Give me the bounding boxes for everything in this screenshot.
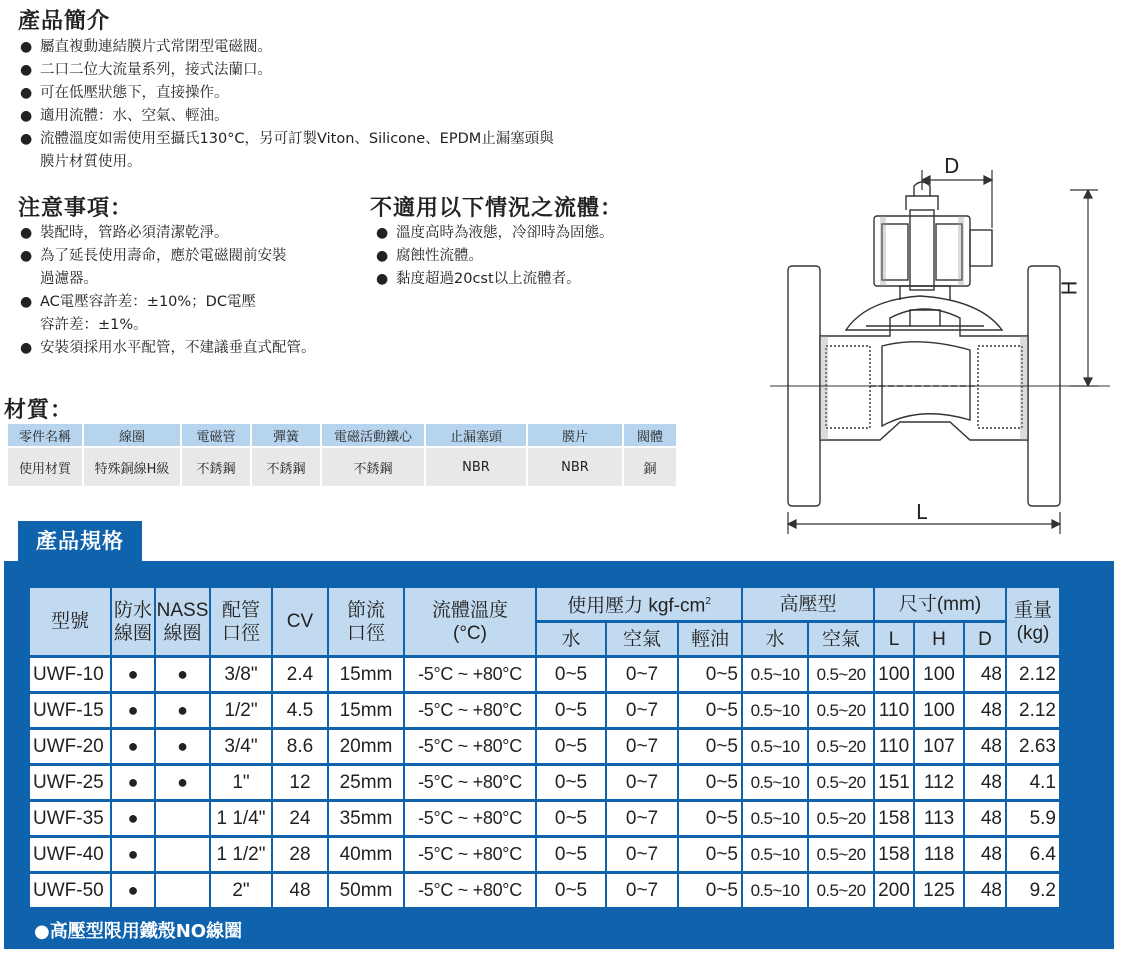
table-cell: 25mm (329, 766, 403, 799)
spec-note: ●高壓型限用鐵殼NO線圈 (34, 921, 243, 942)
dimension-d (922, 170, 992, 228)
table-cell: 2" (211, 874, 271, 907)
table-cell: 24 (273, 802, 327, 835)
intro-title: 產品簡介 (18, 9, 111, 34)
table-cell: -5°C ~ +80°C (405, 766, 535, 799)
table-cell: 48 (965, 658, 1005, 691)
table-header-row (8, 424, 676, 446)
valve-bonnet (846, 286, 1002, 330)
table-cell: -5°C ~ +80°C (405, 694, 535, 727)
table-row (30, 838, 1059, 871)
table-cell: 0~7 (607, 766, 677, 799)
table-cell: 0.5~10 (743, 766, 807, 799)
list-item: ● 二口二位大流量系列，接式法蘭口。 (20, 59, 554, 82)
table-cell: ● (112, 766, 154, 799)
table-cell: 不銹鋼 (182, 446, 250, 486)
table-cell: 0.5~10 (743, 694, 807, 727)
notes-list (20, 222, 316, 360)
table-header: 止漏塞頭 (426, 424, 526, 446)
table-cell: 113 (915, 802, 963, 835)
table-cell: 2.12 (1007, 658, 1059, 691)
table-cell: 15mm (329, 658, 403, 691)
header-text: 防水 (113, 599, 152, 621)
table-cell: 0~7 (607, 694, 677, 727)
header-text: 口徑 (221, 622, 260, 644)
table-cell: ● (112, 874, 154, 907)
notes-title: 注意事項： (18, 196, 134, 221)
table-cell: 151 (875, 766, 913, 799)
table-cell: 0~5 (537, 730, 605, 763)
table-cell: ● (156, 766, 209, 799)
table-cell: 0~5 (679, 694, 741, 727)
table-header: 線圈 (84, 424, 180, 446)
header-weight (1007, 588, 1059, 655)
header-cv: CV (273, 588, 327, 655)
header-model: 型號 (30, 588, 110, 655)
table-cell: 2.12 (1007, 694, 1059, 727)
table-header: 彈簧 (252, 424, 320, 446)
dimension-l-label: L (916, 500, 928, 524)
subheader: 水 (743, 623, 807, 655)
table-cell: 107 (915, 730, 963, 763)
table-cell: 0.5~20 (809, 694, 873, 727)
spec-body (30, 658, 1059, 907)
table-cell: 0.5~10 (743, 838, 807, 871)
list-item: ● 黏度超過20cst以上流體者。 (376, 268, 614, 291)
table-cell: 0.5~20 (809, 730, 873, 763)
header-pressure (537, 588, 741, 620)
table-cell: 0~5 (679, 730, 741, 763)
table-cell: ● (112, 658, 154, 691)
table-cell: 3/8" (211, 658, 271, 691)
table-cell: 8.6 (273, 730, 327, 763)
header-fluid-temp (405, 588, 535, 655)
subheader: 輕油 (679, 623, 741, 655)
subheader: 空氣 (809, 623, 873, 655)
table-cell: 100 (875, 658, 913, 691)
table-cell: ● (156, 694, 209, 727)
table-row (8, 446, 676, 486)
model-cell: UWF-20 (30, 730, 110, 763)
solenoid-coil (874, 182, 992, 290)
table-cell: 48 (965, 766, 1005, 799)
table-cell: 0~7 (607, 730, 677, 763)
table-cell: ● (112, 694, 154, 727)
table-cell: 0~7 (607, 658, 677, 691)
table-cell: 0~7 (607, 838, 677, 871)
table-cell: 158 (875, 838, 913, 871)
valve-drawing (770, 150, 1110, 535)
table-cell: 110 (875, 730, 913, 763)
table-cell: ● (156, 658, 209, 691)
table-header-row (30, 588, 1059, 620)
unsuitable-list (376, 222, 614, 291)
table-header: 閥體 (624, 424, 676, 446)
table-cell: 28 (273, 838, 327, 871)
table-cell: NBR (528, 446, 622, 486)
header-text: 流體溫度 (431, 599, 508, 621)
table-row (30, 766, 1059, 799)
table-cell: 0~7 (607, 874, 677, 907)
table-cell: 0.5~20 (809, 838, 873, 871)
table-cell: 48 (965, 874, 1005, 907)
table-cell: 0~5 (679, 766, 741, 799)
list-item-line: 膜片材質使用。 (40, 154, 142, 170)
table-cell: 0~5 (679, 874, 741, 907)
model-cell: UWF-50 (30, 874, 110, 907)
table-cell: 20mm (329, 730, 403, 763)
list-item-line: ● 為了延長使用壽命，應於電磁閥前安裝 (40, 248, 287, 264)
header-superscript: 2 (705, 596, 711, 608)
table-cell: -5°C ~ +80°C (405, 730, 535, 763)
table-cell: 不銹鋼 (252, 446, 320, 486)
subheader: H (915, 623, 963, 655)
list-item (20, 128, 554, 174)
spec-table (28, 585, 1061, 910)
table-cell: 112 (915, 766, 963, 799)
table-header: 膜片 (528, 424, 622, 446)
header-nass-coil (156, 588, 209, 655)
table-cell: 50mm (329, 874, 403, 907)
header-text: 使用壓力 kgf-cm (567, 595, 706, 617)
header-text: 配管 (221, 599, 260, 621)
header-text: 節流 (346, 599, 385, 621)
materials-table (6, 424, 678, 486)
list-item-line: ● 流體溫度如需使用至攝氏130°C，另可訂製Viton、Silicone、EPDM止漏塞頭與 (40, 131, 554, 147)
list-item: ● 溫度高時為液態，冷卻時為固態。 (376, 222, 614, 245)
materials-title: 材質： (4, 398, 74, 423)
table-header: 電磁管 (182, 424, 250, 446)
table-cell: ● (112, 730, 154, 763)
table-cell: 0.5~20 (809, 766, 873, 799)
spec-tab: 產品規格 (18, 521, 142, 561)
table-cell: 158 (875, 802, 913, 835)
table-row (30, 658, 1059, 691)
model-cell: UWF-15 (30, 694, 110, 727)
table-cell: -5°C ~ +80°C (405, 802, 535, 835)
list-item: ● 適用流體：水、空氣、輕油。 (20, 105, 554, 128)
table-cell: 2.4 (273, 658, 327, 691)
table-cell: 銅 (624, 446, 676, 486)
table-cell: 48 (965, 694, 1005, 727)
table-cell: 0.5~10 (743, 730, 807, 763)
table-cell: 0~5 (679, 838, 741, 871)
table-cell: 0~5 (537, 766, 605, 799)
list-item (20, 291, 316, 337)
header-text: (°C) (453, 622, 487, 644)
table-cell: 100 (915, 694, 963, 727)
table-cell: 1/2" (211, 694, 271, 727)
header-text: 線圈 (163, 622, 202, 644)
table-cell: 110 (875, 694, 913, 727)
subheader: L (875, 623, 913, 655)
table-cell: 12 (273, 766, 327, 799)
header-text: 線圈 (113, 622, 152, 644)
body-hatch (820, 216, 1028, 440)
subheader: 空氣 (607, 623, 677, 655)
table-cell: ● (156, 730, 209, 763)
table-cell: 1" (211, 766, 271, 799)
table-cell: -5°C ~ +80°C (405, 874, 535, 907)
table-cell: 200 (875, 874, 913, 907)
header-text: (kg) (1016, 622, 1050, 644)
table-cell: 不銹鋼 (322, 446, 424, 486)
table-cell: 1 1/4" (211, 802, 271, 835)
table-cell: 125 (915, 874, 963, 907)
model-cell: UWF-10 (30, 658, 110, 691)
list-item: ● 屬直複動連結膜片式常閉型電磁閥。 (20, 36, 554, 59)
header-waterproof-coil (112, 588, 154, 655)
table-cell (156, 838, 209, 871)
list-item (20, 245, 316, 291)
unsuitable-title: 不適用以下情況之流體： (370, 196, 624, 221)
table-cell: 3/4" (211, 730, 271, 763)
list-item: ● 可在低壓狀態下，直接操作。 (20, 82, 554, 105)
table-cell: 48 (273, 874, 327, 907)
list-item: ● 裝配時，管路必須清潔乾淨。 (20, 222, 316, 245)
table-cell: -5°C ~ +80°C (405, 838, 535, 871)
table-cell: 1 1/2" (211, 838, 271, 871)
table-cell: 0~5 (537, 694, 605, 727)
table-cell: 6.4 (1007, 838, 1059, 871)
subheader: D (965, 623, 1005, 655)
header-text: 重量 (1013, 599, 1052, 621)
dimension-d-label: D (944, 154, 960, 178)
table-cell: 48 (965, 730, 1005, 763)
table-cell (156, 874, 209, 907)
header-orifice (329, 588, 403, 655)
table-cell: 0~5 (679, 658, 741, 691)
table-cell: 0.5~10 (743, 802, 807, 835)
table-cell: ● (112, 802, 154, 835)
table-cell: 0~5 (679, 802, 741, 835)
list-item: ● 安裝須採用水平配管，不建議垂直式配管。 (20, 337, 316, 360)
table-cell: 4.1 (1007, 766, 1059, 799)
table-header: 零件名稱 (8, 424, 82, 446)
table-cell: 100 (915, 658, 963, 691)
model-cell: UWF-35 (30, 802, 110, 835)
table-cell: -5°C ~ +80°C (405, 658, 535, 691)
table-row (30, 802, 1059, 835)
table-cell: 使用材質 (8, 446, 82, 486)
table-cell: ● (112, 838, 154, 871)
header-pipe-size (211, 588, 271, 655)
table-cell: 特殊銅線H級 (84, 446, 180, 486)
header-text: NASS (156, 599, 209, 621)
table-row (30, 694, 1059, 727)
table-cell: 48 (965, 802, 1005, 835)
subheader: 水 (537, 623, 605, 655)
dimension-h-label: H (1057, 280, 1082, 296)
list-item-line: 過濾器。 (40, 271, 98, 287)
table-cell: 9.2 (1007, 874, 1059, 907)
intro-list (20, 36, 554, 174)
list-item-line: ● AC電壓容許差：±10%；DC電壓 (40, 294, 256, 310)
table-cell: 118 (915, 838, 963, 871)
table-cell: 0.5~10 (743, 874, 807, 907)
table-cell: 0~5 (537, 802, 605, 835)
model-cell: UWF-40 (30, 838, 110, 871)
header-high-pressure: 高壓型 (743, 588, 873, 620)
table-cell: 0.5~20 (809, 802, 873, 835)
table-cell: 0.5~10 (743, 658, 807, 691)
table-cell: 0~5 (537, 658, 605, 691)
model-cell: UWF-25 (30, 766, 110, 799)
table-row (30, 730, 1059, 763)
table-cell: 48 (965, 838, 1005, 871)
valve-body (820, 309, 1028, 440)
table-cell (156, 802, 209, 835)
header-text: 口徑 (346, 622, 385, 644)
table-cell: 2.63 (1007, 730, 1059, 763)
table-header: 電磁活動鐵心 (322, 424, 424, 446)
table-cell: 0.5~20 (809, 874, 873, 907)
table-cell: 0~7 (607, 802, 677, 835)
table-row (30, 874, 1059, 907)
table-cell: 15mm (329, 694, 403, 727)
table-cell: 0~5 (537, 874, 605, 907)
table-cell: 5.9 (1007, 802, 1059, 835)
table-cell: 0.5~20 (809, 658, 873, 691)
header-dimensions: 尺寸(mm) (875, 588, 1005, 620)
list-item: ● 腐蝕性流體。 (376, 245, 614, 268)
table-cell: NBR (426, 446, 526, 486)
table-cell: 4.5 (273, 694, 327, 727)
table-cell: 40mm (329, 838, 403, 871)
list-item-line: 容許差：±1%。 (40, 317, 148, 333)
table-cell: 0~5 (537, 838, 605, 871)
table-cell: 35mm (329, 802, 403, 835)
